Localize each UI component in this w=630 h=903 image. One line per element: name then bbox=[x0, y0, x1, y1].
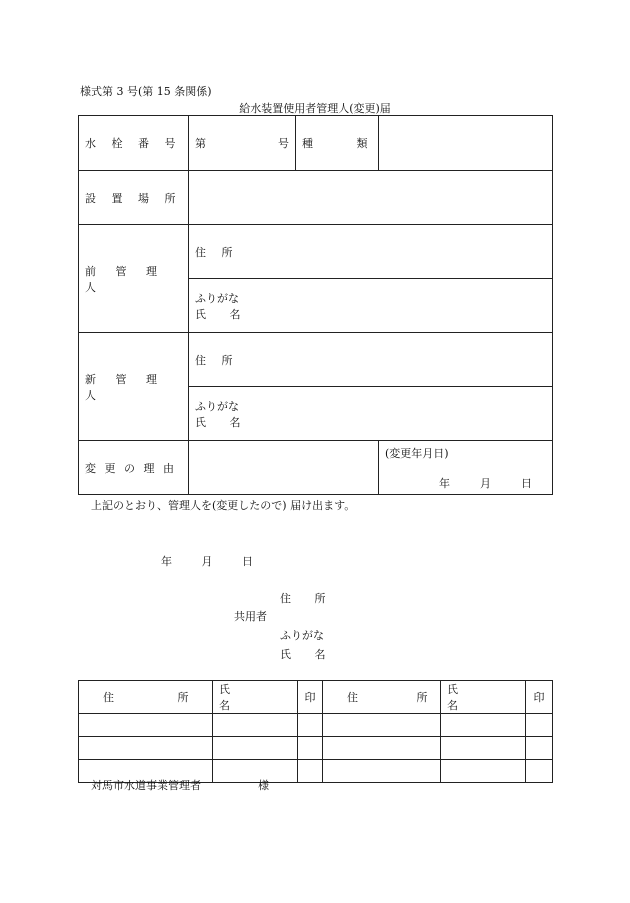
main-form-table bbox=[78, 115, 553, 495]
user-address-cell[interactable] bbox=[79, 737, 213, 760]
faucet-number-label bbox=[79, 135, 188, 151]
change-date-ymd bbox=[379, 475, 552, 491]
user-name-cell[interactable] bbox=[213, 760, 298, 783]
signer-furigana-label: ふりがな bbox=[280, 629, 324, 642]
header-address-1-text: 住 所 bbox=[103, 691, 189, 704]
recipient-name: 対馬市水道事業管理者 bbox=[91, 779, 201, 792]
table-row bbox=[79, 737, 553, 760]
user-name-cell[interactable] bbox=[441, 714, 526, 737]
new-manager-address-field[interactable] bbox=[189, 333, 553, 387]
new-manager-name-label: 氏 名 bbox=[195, 415, 241, 429]
change-date-field[interactable] bbox=[379, 441, 553, 495]
header-name-1 bbox=[213, 681, 298, 714]
previous-manager-name-label: 氏 名 bbox=[195, 307, 241, 321]
type-label-cell bbox=[296, 116, 379, 171]
header-address-2 bbox=[323, 681, 441, 714]
location-label: 設 置 場 所 bbox=[85, 191, 176, 205]
form-number: 様式第 3 号(第 15 条関係) bbox=[80, 85, 212, 98]
header-seal-1-text: 印 bbox=[304, 691, 316, 704]
previous-manager-address-field[interactable] bbox=[189, 225, 553, 279]
signer-address-label: 住 所 bbox=[280, 592, 326, 605]
change-year: 年 bbox=[439, 477, 450, 490]
reason-field[interactable] bbox=[189, 441, 379, 495]
shared-users-table bbox=[78, 680, 553, 783]
previous-manager-address-label: 住 所 bbox=[195, 245, 233, 259]
previous-manager-label: 前 管 理 人 bbox=[85, 264, 157, 294]
user-seal-cell[interactable] bbox=[526, 737, 553, 760]
user-name-cell[interactable] bbox=[213, 714, 298, 737]
new-manager-label-cell bbox=[79, 333, 189, 441]
user-name-cell[interactable] bbox=[213, 737, 298, 760]
header-seal-2-text: 印 bbox=[533, 691, 545, 704]
change-date-label: (変更年月日) bbox=[385, 447, 449, 460]
declaration-text: 上記のとおり、管理人を(変更したので) 届け出ます。 bbox=[91, 499, 356, 512]
header-name-1-text: 氏 名 bbox=[219, 683, 230, 712]
new-manager-furigana-label: ふりがな bbox=[195, 399, 239, 413]
user-address-cell[interactable] bbox=[79, 714, 213, 737]
change-month: 月 bbox=[480, 477, 491, 490]
type-label: 種 類 bbox=[302, 137, 368, 150]
header-name-2-text: 氏 名 bbox=[447, 683, 458, 712]
reason-label-cell bbox=[79, 441, 189, 495]
submit-date bbox=[161, 553, 253, 569]
new-manager-name-field[interactable] bbox=[189, 387, 553, 441]
new-manager-address-label: 住 所 bbox=[195, 353, 233, 367]
signer-name-label: 氏 名 bbox=[280, 648, 326, 661]
user-seal-cell[interactable] bbox=[298, 714, 323, 737]
signer-shared-user-label: 共用者 bbox=[234, 610, 267, 623]
header-seal-1 bbox=[298, 681, 323, 714]
user-address-cell[interactable] bbox=[323, 714, 441, 737]
header-address-1 bbox=[79, 681, 213, 714]
type-field[interactable] bbox=[379, 116, 553, 171]
table-row bbox=[79, 714, 553, 737]
recipient-honorific: 様 bbox=[258, 779, 269, 792]
number-prefix: 第 bbox=[195, 137, 206, 150]
form-title: 給水装置使用者管理人(変更)届 bbox=[239, 102, 391, 115]
change-day: 日 bbox=[521, 477, 532, 490]
faucet-number-inline bbox=[189, 135, 295, 151]
user-name-cell[interactable] bbox=[441, 737, 526, 760]
user-address-cell[interactable] bbox=[323, 737, 441, 760]
new-manager-label: 新 管 理 人 bbox=[85, 372, 157, 402]
number-suffix: 号 bbox=[278, 137, 289, 150]
header-name-2 bbox=[441, 681, 526, 714]
reason-label: 変 更 の 理 由 bbox=[85, 461, 174, 475]
user-seal-cell[interactable] bbox=[298, 737, 323, 760]
user-seal-cell[interactable] bbox=[526, 760, 553, 783]
user-seal-cell[interactable] bbox=[526, 714, 553, 737]
submit-month: 月 bbox=[201, 555, 213, 568]
previous-manager-label-cell bbox=[79, 225, 189, 333]
submit-year: 年 bbox=[161, 555, 172, 568]
location-label-cell bbox=[79, 171, 189, 225]
faucet-number-label-text: 水 栓 番 号 bbox=[85, 137, 176, 150]
faucet-number-label-cell bbox=[79, 116, 189, 171]
previous-manager-name-field[interactable] bbox=[189, 279, 553, 333]
header-address-2-text: 住 所 bbox=[347, 691, 428, 704]
submit-day: 日 bbox=[242, 555, 253, 568]
location-field[interactable] bbox=[189, 171, 553, 225]
user-address-cell[interactable] bbox=[323, 760, 441, 783]
user-name-cell[interactable] bbox=[441, 760, 526, 783]
user-seal-cell[interactable] bbox=[298, 760, 323, 783]
previous-manager-furigana-label: ふりがな bbox=[195, 291, 239, 305]
header-seal-2 bbox=[526, 681, 553, 714]
faucet-number-field[interactable] bbox=[189, 116, 296, 171]
